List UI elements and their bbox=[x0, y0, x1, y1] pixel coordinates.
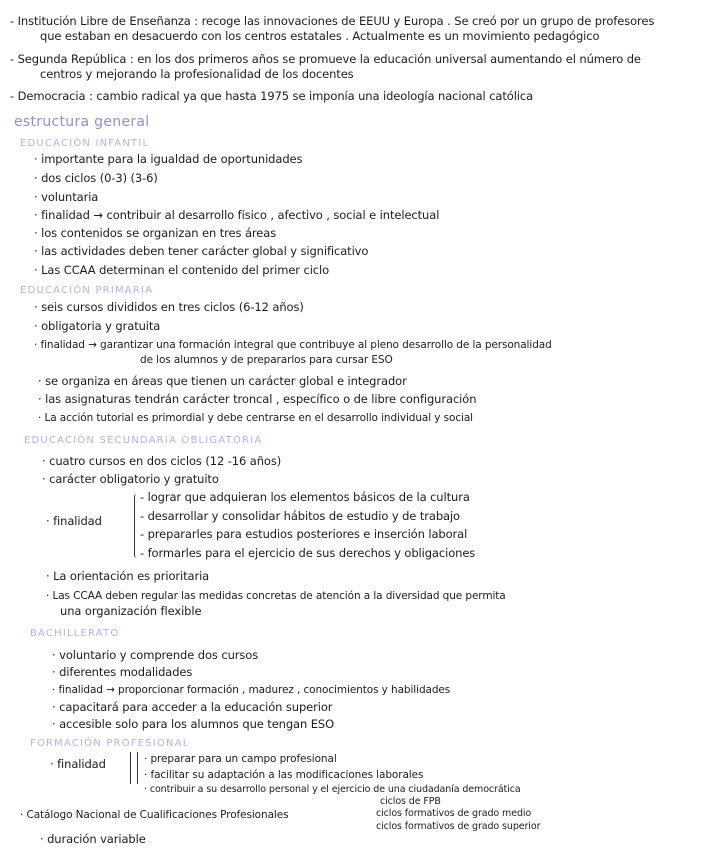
fp-finalidad-item: · preparar para un campo profesional bbox=[144, 753, 337, 765]
eso-item: · cuatro cursos en dos ciclos (12 -16 años) bbox=[42, 454, 282, 468]
eso-finalidad-item: - desarrollar y consolidar hábitos de estudio y de trabajo bbox=[140, 509, 460, 523]
heading-primaria: EDUCACIÓN PRIMARIA bbox=[20, 285, 154, 296]
infantil-item: · los contenidos se organizan en tres áreas bbox=[34, 226, 277, 240]
bachillerato-item: · voluntario y comprende dos cursos bbox=[52, 648, 259, 662]
fp-finalidad-item: · contribuir a su desarrollo personal y el ejercicio de una ciudadanía democrática bbox=[144, 784, 521, 795]
intro-line-3: - Segunda República : en los dos primeros años se promueve la educación universal aumentando el número de bbox=[10, 52, 641, 66]
heading-bachillerato: BACHILLERATO bbox=[30, 628, 120, 639]
eso-finalidad-item: - formarles para el ejercicio de sus derechos y obligaciones bbox=[140, 546, 476, 560]
primaria-item: · La acción tutorial es primordial y debe centrarse en el desarrollo individual y social bbox=[38, 412, 473, 424]
eso-finalidad-item: - lograr que adquieran los elementos básicos de la cultura bbox=[140, 490, 470, 504]
fp-finalidad-label: · finalidad bbox=[50, 757, 106, 771]
fp-catalogo-item: ciclos formativos de grado superior bbox=[376, 821, 541, 832]
eso-item: · Las CCAA deben regular las medidas concretas de atención a la diversidad que permita bbox=[46, 590, 506, 602]
fp-finalidad-bar-2 bbox=[137, 752, 138, 784]
primaria-item: · las asignaturas tendrán carácter troncal , específico o de libre configuración bbox=[38, 392, 477, 406]
primaria-item: · obligatoria y gratuita bbox=[34, 319, 161, 333]
infantil-item: · dos ciclos (0-3) (3-6) bbox=[34, 171, 158, 185]
infantil-item: · finalidad → contribuir al desarrollo físico , afectivo , social e intelectual bbox=[34, 208, 440, 222]
primaria-item-cont: de los alumnos y de prepararlos para cursar ESO bbox=[140, 354, 393, 366]
infantil-item: · importante para la igualdad de oportunidades bbox=[34, 152, 303, 166]
intro-line-2: que estaban en desacuerdo con los centros estatales . Actualmente es un movimiento pedagógico bbox=[40, 29, 600, 43]
infantil-item: · las actividades deben tener carácter global y significativo bbox=[34, 244, 369, 258]
heading-infantil: EDUCACIÓN INFANTIL bbox=[20, 138, 150, 149]
bachillerato-item: · diferentes modalidades bbox=[52, 665, 193, 679]
eso-item: · carácter obligatorio y gratuito bbox=[42, 472, 219, 486]
bachillerato-item: · capacitará para acceder a la educación superior bbox=[52, 700, 333, 714]
primaria-item: · finalidad → garantizar una formación integral que contribuye al pleno desarrollo de la personalidad bbox=[34, 339, 552, 351]
fp-catalogo-item: ciclos formativos de grado medio bbox=[376, 808, 532, 819]
fp-finalidad-bar bbox=[130, 752, 131, 784]
bachillerato-item: · accesible solo para los alumnos que tengan ESO bbox=[52, 717, 335, 731]
primaria-item: · se organiza en áreas que tienen un carácter global e integrador bbox=[38, 374, 407, 388]
intro-line-4: centros y mejorando la profesionalidad de los docentes bbox=[40, 67, 354, 81]
intro-line-5: - Democracia : cambio radical ya que hasta 1975 se imponía una ideología nacional católica bbox=[10, 89, 534, 103]
eso-item-cont: una organización flexible bbox=[60, 604, 202, 618]
intro-line-1: - Institución Libre de Enseñanza : recoge las innovaciones de EEUU y Europa . Se creó por un grupo de profesores bbox=[10, 14, 655, 28]
eso-finalidad-item: - prepararles para estudios posteriores e inserción laboral bbox=[140, 527, 468, 541]
heading-eso: EDUCACIÓN SECUNDARIA OBLIGATORIA bbox=[24, 435, 263, 446]
eso-item: · La orientación es prioritaria bbox=[46, 569, 210, 583]
fp-finalidad-item: · facilitar su adaptación a las modificaciones laborales bbox=[144, 769, 424, 781]
eso-finalidad-label: · finalidad bbox=[46, 514, 102, 528]
fp-duracion: · duración variable bbox=[40, 832, 146, 846]
heading-fp: FORMACIÓN PROFESIONAL bbox=[30, 738, 190, 749]
section-title: estructura general bbox=[14, 114, 150, 130]
infantil-item: · Las CCAA determinan el contenido del primer ciclo bbox=[34, 263, 330, 277]
fp-catalogo-label: · Catálogo Nacional de Cualificaciones Profesionales bbox=[20, 809, 289, 821]
infantil-item: · voluntaria bbox=[34, 190, 99, 204]
bachillerato-item: · finalidad → proporcionar formación , madurez , conocimientos y habilidades bbox=[52, 684, 451, 696]
fp-catalogo-item: ciclos de FPB bbox=[380, 796, 441, 807]
primaria-item: · seis cursos divididos en tres ciclos (6-12 años) bbox=[34, 300, 304, 314]
